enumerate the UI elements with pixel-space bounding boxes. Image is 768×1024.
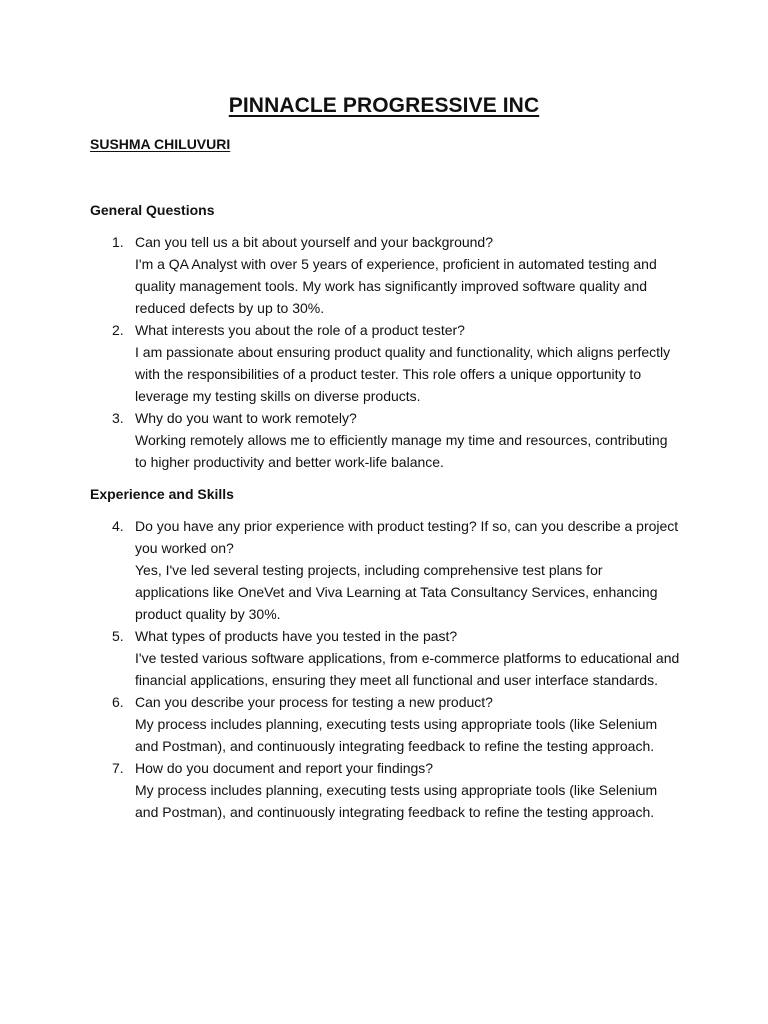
answer-text: My process includes planning, executing tests using appropriate tools (like Selenium and Postman), and continuously integrating feedback to refine the testing approach. <box>135 782 658 820</box>
question-text: Do you have any prior experience with product testing? If so, can you describe a project you worked on? <box>135 518 679 556</box>
item-number: 7. <box>112 760 124 776</box>
answer-text: Yes, I've led several testing projects, including comprehensive test plans for applications like OneVet and Viva Learning at Tata Consultancy Services, enhancing product quality by 30%. <box>135 562 658 622</box>
item-number: 6. <box>112 694 124 710</box>
question-list <box>90 515 690 823</box>
question-text: What interests you about the role of a product tester? <box>135 322 465 338</box>
list-item <box>90 757 680 823</box>
list-item <box>90 515 680 625</box>
item-number: 1. <box>112 234 124 250</box>
answer-text: I'm a QA Analyst with over 5 years of experience, proficient in automated testing and quality management tools. My work has significantly improved software quality and reduced defects by up to 30%. <box>135 256 657 316</box>
item-number: 5. <box>112 628 124 644</box>
section-general-questions <box>90 199 690 473</box>
answer-text: Working remotely allows me to efficiently manage my time and resources, contributing to higher productivity and better work-life balance. <box>135 432 668 470</box>
list-item <box>90 407 680 473</box>
question-text: How do you document and report your findings? <box>135 760 434 776</box>
question-list <box>90 231 690 473</box>
question-text: Why do you want to work remotely? <box>135 410 357 426</box>
list-item <box>90 691 680 757</box>
item-number: 3. <box>112 410 124 426</box>
list-item <box>90 625 680 691</box>
list-item <box>90 231 680 319</box>
question-text: What types of products have you tested in the past? <box>135 628 458 644</box>
answer-text: My process includes planning, executing tests using appropriate tools (like Selenium and Postman), and continuously integrating feedback to refine the testing approach. <box>135 716 658 754</box>
list-item <box>90 319 680 407</box>
section-experience-and-skills <box>90 483 690 823</box>
document-title: PINNACLE PROGRESSIVE INC <box>228 94 540 117</box>
question-text: Can you describe your process for testing a new product? <box>135 694 493 710</box>
item-number: 2. <box>112 322 124 338</box>
answer-text: I've tested various software applications, from e-commerce platforms to educational and financial applications, ensuring they meet all functional and user interface standards. <box>135 650 680 688</box>
item-number: 4. <box>112 518 124 534</box>
author-name: SUSHMA CHILUVURI <box>90 136 231 152</box>
question-text: Can you tell us a bit about yourself and your background? <box>135 234 494 250</box>
section-heading: Experience and Skills <box>90 486 234 502</box>
answer-text: I am passionate about ensuring product quality and functionality, which aligns perfectly with the responsibilities of a product tester. This role offers a unique opportunity to leverage my testing skills on diverse products. <box>135 344 671 404</box>
section-heading: General Questions <box>90 202 215 218</box>
